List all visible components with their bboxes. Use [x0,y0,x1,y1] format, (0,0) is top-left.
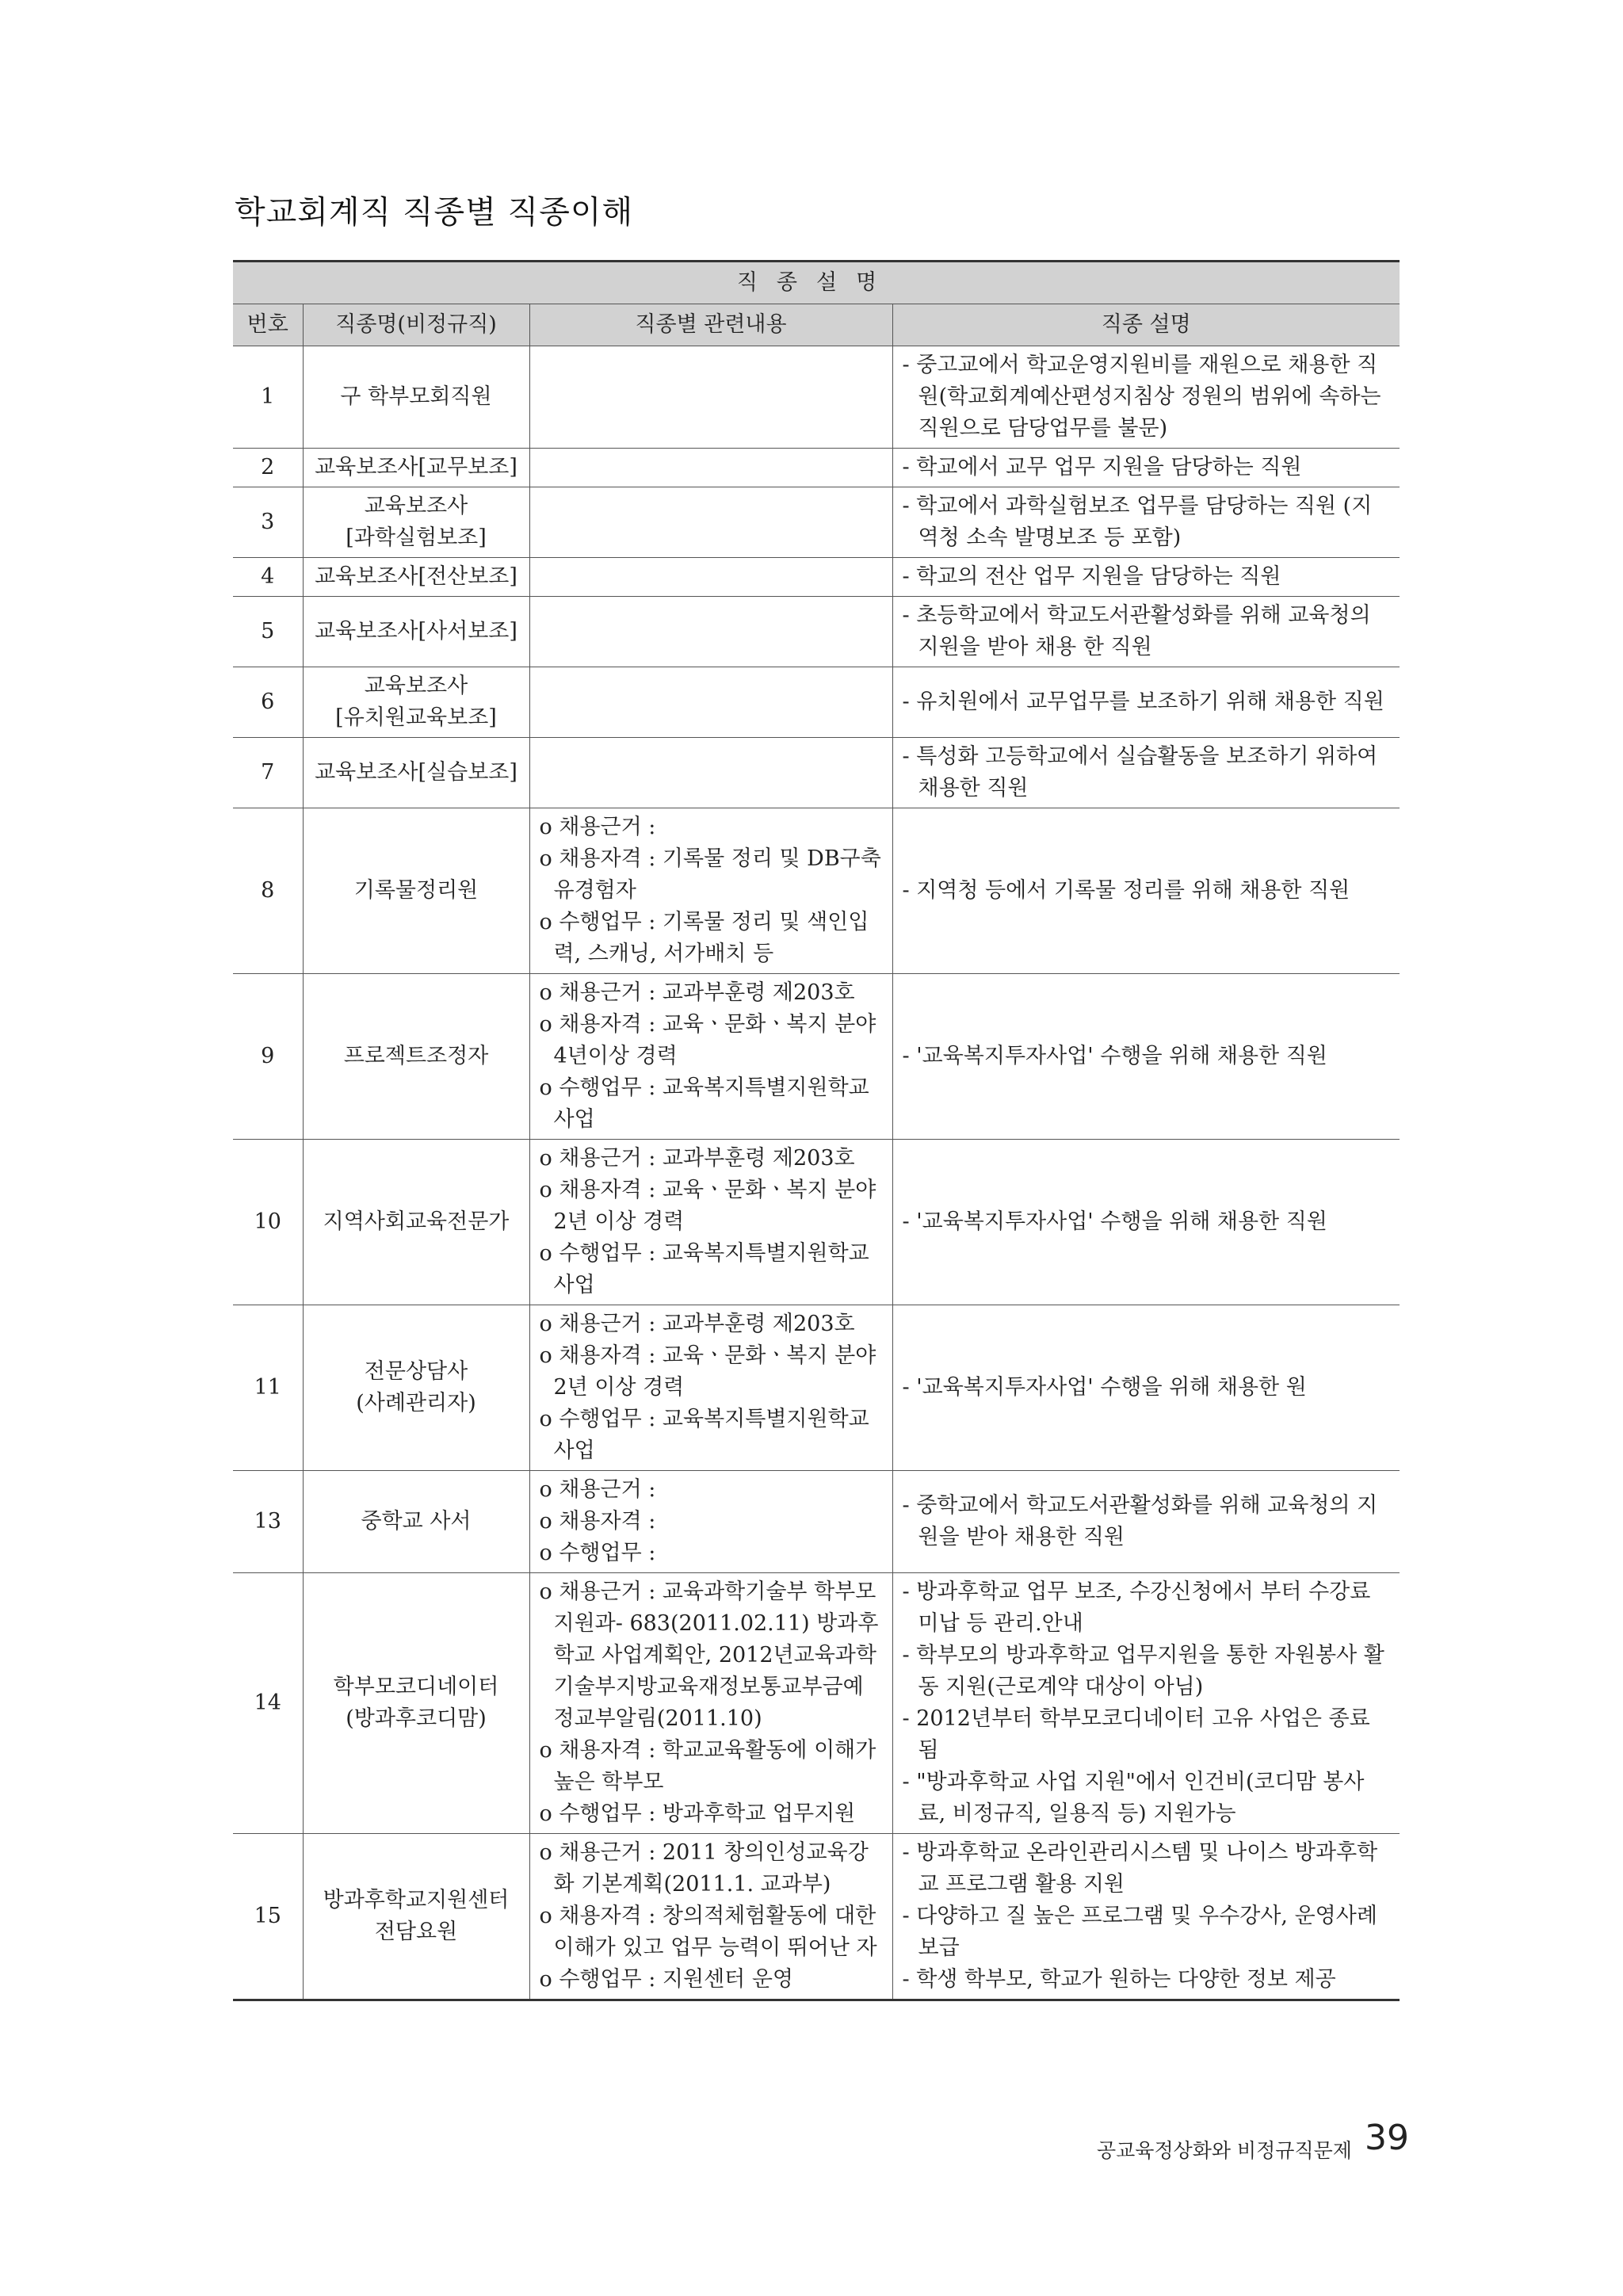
row-number: 9 [233,974,303,1140]
job-name-cell [303,346,529,449]
job-name-line: 교육보조사[사서보조] [315,619,517,644]
job-name-line: (사례관리자) [356,1391,476,1415]
related-content-item: o 채용근거 : [539,815,656,839]
related-content-item: o 채용자격 : [539,1509,656,1534]
related-content-cell [529,487,892,558]
job-name-cell [303,974,529,1140]
column-header-description: 직종 설명 [892,304,1400,346]
description-cell [892,974,1400,1140]
related-content-item: o 수행업무 : 교육복지특별지원학교사업 [539,1407,869,1463]
table-body [233,346,1400,2000]
table-row [233,1471,1400,1573]
job-name-line: 학부모코디네이터 [333,1675,499,1699]
row-number: 1 [233,346,303,449]
description-item: - 초등학교에서 학교도서관활성화를 위해 교육청의 지원을 받아 채용 한 직원 [902,603,1371,659]
row-number: 6 [233,667,303,738]
table-row [233,974,1400,1140]
description-cell [892,597,1400,667]
description-cell [892,667,1400,738]
related-content-item: o 채용근거 : 교과부훈령 제203호 [539,980,855,1005]
description-item: - 다양하고 질 높은 프로그램 및 우수강사, 운영사례 보급 [902,1904,1377,1960]
job-name-cell [303,1305,529,1471]
description-item: - 학부모의 방과후학교 업무지원을 통한 자원봉사 활동 지원(근로계약 대상이 아님) [902,1643,1384,1699]
description-item: - 2012년부터 학부모코디네이터 고유 사업은 종료됨 [902,1706,1370,1763]
row-number: 10 [233,1140,303,1305]
related-content-cell [529,808,892,974]
related-content-cell [529,1573,892,1834]
description-cell [892,487,1400,558]
related-content-cell [529,346,892,449]
job-name-line: 전담요원 [374,1920,458,1944]
description-item: - 방과후학교 온라인관리시스템 및 나이스 방과후학교 프로그램 활용 지원 [902,1840,1378,1897]
row-number: 11 [233,1305,303,1471]
job-name-cell [303,738,529,808]
related-content-item: o 수행업무 : 기록물 정리 및 색인입력, 스캐닝, 서가배치 등 [539,910,869,966]
related-content-item: o 채용자격 : 학교교육활동에 이해가 높은 학부모 [539,1738,876,1794]
job-name-line: 프로젝트조정자 [343,1044,489,1068]
related-content-item: o 채용근거 : [539,1477,656,1502]
related-content-cell [529,1140,892,1305]
job-type-table [233,260,1400,2001]
table-span-header: 직종설명 [233,262,1400,304]
row-number: 2 [233,449,303,487]
job-name-line: 교육보조사[실습보조] [315,760,517,785]
description-cell [892,1573,1400,1834]
job-name-line: [유치원교육보조] [335,705,497,730]
job-name-cell [303,1140,529,1305]
job-name-cell [303,449,529,487]
job-name-line: (방과후코디맘) [346,1706,487,1731]
description-cell [892,449,1400,487]
description-cell [892,346,1400,449]
related-content-item: o 수행업무 : 지원센터 운영 [539,1967,794,1992]
description-item: - '교육복지투자사업' 수행을 위해 채용한 원 [902,1375,1307,1400]
job-name-line: 전문상담사 [364,1359,468,1384]
job-name-line: 교육보조사 [364,674,468,698]
description-cell [892,808,1400,974]
related-content-cell [529,738,892,808]
related-content-item: o 채용자격 : 창의적체험활동에 대한 이해가 있고 업무 능력이 뛰어난 자 [539,1904,877,1960]
row-number: 5 [233,597,303,667]
job-name-line: 기록물정리원 [353,878,479,903]
related-content-item: o 채용자격 : 교육ㆍ문화ㆍ복지 분야 2년 이상 경력 [539,1178,876,1234]
description-item: - 유치원에서 교무업무를 보조하기 위해 채용한 직원 [902,690,1384,714]
description-item: - "방과후학교 사업 지원"에서 인건비(코디맘 봉사료, 비정규직, 일용직 등) 지원가능 [902,1770,1365,1826]
job-name-cell [303,808,529,974]
job-name-line: 중학교 사서 [361,1509,472,1534]
job-name-cell [303,667,529,738]
related-content-cell [529,667,892,738]
description-item: - 중고교에서 학교운영지원비를 재원으로 채용한 직원(학교회계예산편성지침상 정원의 범위에 속하는 직원으로 담당업무를 불문) [902,353,1381,441]
related-content-item: o 수행업무 : 방과후학교 업무지원 [539,1801,856,1826]
column-header-job-name: 직종명(비정규직) [303,304,529,346]
page-number: 39 [1365,2118,1409,2158]
related-content-item: o 채용자격 : 교육ㆍ문화ㆍ복지 분야 2년 이상 경력 [539,1343,876,1400]
related-content-item: o 채용자격 : 교육ㆍ문화ㆍ복지 분야 4년이상 경력 [539,1012,876,1068]
table-row [233,1305,1400,1471]
job-name-cell [303,487,529,558]
related-content-cell [529,1471,892,1573]
job-name-cell [303,1471,529,1573]
job-name-cell [303,597,529,667]
related-content-item: o 채용근거 : 교과부훈령 제203호 [539,1146,855,1171]
related-content-item: o 채용근거 : 2011 창의인성교육강화 기본계획(2011.1. 교과부) [539,1840,869,1897]
table-row [233,449,1400,487]
job-name-line: 방과후학교지원센터 [323,1888,510,1912]
description-cell [892,1305,1400,1471]
job-name-line: 구 학부모회직원 [340,384,492,409]
job-name-line: 교육보조사 [364,494,468,518]
row-number: 8 [233,808,303,974]
table-row [233,487,1400,558]
related-content-cell [529,974,892,1140]
row-number: 7 [233,738,303,808]
related-content-cell [529,597,892,667]
related-content-cell [529,558,892,597]
related-content-cell [529,1305,892,1471]
row-number: 3 [233,487,303,558]
related-content-item: o 수행업무 : 교육복지특별지원학교사업 [539,1075,869,1132]
description-item: - 방과후학교 업무 보조, 수강신청에서 부터 수강료 미납 등 관리.안내 [902,1580,1371,1636]
description-cell [892,738,1400,808]
related-content-item: o 수행업무 : [539,1541,656,1565]
related-content-item: o 수행업무 : 교육복지특별지원학교사업 [539,1241,869,1297]
related-content-item: o 채용근거 : 교육과학기술부 학부모지원과- 683(2011.02.11) 방과후학교 사업계획안, 2012년교육과학기술부지방교육재정보통교부금예정교부알림(2011.10) [539,1580,879,1731]
job-name-line: [과학실험보조] [346,525,487,550]
table-row [233,738,1400,808]
description-item: - 학생 학부모, 학교가 원하는 다양한 정보 제공 [902,1967,1336,1992]
related-content-item: o 채용근거 : 교과부훈령 제203호 [539,1312,855,1336]
column-header-related-content: 직종별 관련내용 [529,304,892,346]
description-item: - '교육복지투자사업' 수행을 위해 채용한 직원 [902,1209,1327,1234]
description-cell [892,558,1400,597]
description-item: - 특성화 고등학교에서 실습활동을 보조하기 위하여 채용한 직원 [902,744,1378,800]
table-row [233,667,1400,738]
table-row [233,808,1400,974]
description-item: - 중학교에서 학교도서관활성화를 위해 교육청의 지원을 받아 채용한 직원 [902,1493,1378,1549]
table-row [233,1573,1400,1834]
job-name-cell [303,1834,529,2000]
job-name-line: 교육보조사[교무보조] [315,455,517,479]
job-name-cell [303,558,529,597]
description-cell [892,1140,1400,1305]
description-item: - 학교에서 교무 업무 지원을 담당하는 직원 [902,455,1302,479]
row-number: 14 [233,1573,303,1834]
description-cell [892,1834,1400,2000]
page-title: 학교회계직 직종별 직종이해 [235,194,634,231]
table-row [233,346,1400,449]
table-row [233,1140,1400,1305]
job-name-cell [303,1573,529,1834]
row-number: 15 [233,1834,303,2000]
row-number: 13 [233,1471,303,1573]
job-name-line: 교육보조사[전산보조] [315,564,517,589]
footer-title: 공교육정상화와 비정규직문제 [1097,2139,1352,2162]
related-content-cell [529,1834,892,2000]
table-row [233,597,1400,667]
column-header-number: 번호 [233,304,303,346]
related-content-item: o 채용자격 : 기록물 정리 및 DB구축 유경험자 [539,846,881,903]
description-cell [892,1471,1400,1573]
description-item: - 학교에서 과학실험보조 업무를 담당하는 직원 (지역청 소속 발명보조 등 포함) [902,494,1373,550]
job-name-line: 지역사회교육전문가 [323,1209,510,1234]
description-item: - '교육복지투자사업' 수행을 위해 채용한 직원 [902,1044,1327,1068]
table-row [233,558,1400,597]
description-item: - 지역청 등에서 기록물 정리를 위해 채용한 직원 [902,878,1350,903]
row-number: 4 [233,558,303,597]
related-content-cell [529,449,892,487]
table-row [233,1834,1400,2000]
description-item: - 학교의 전산 업무 지원을 담당하는 직원 [902,564,1281,589]
